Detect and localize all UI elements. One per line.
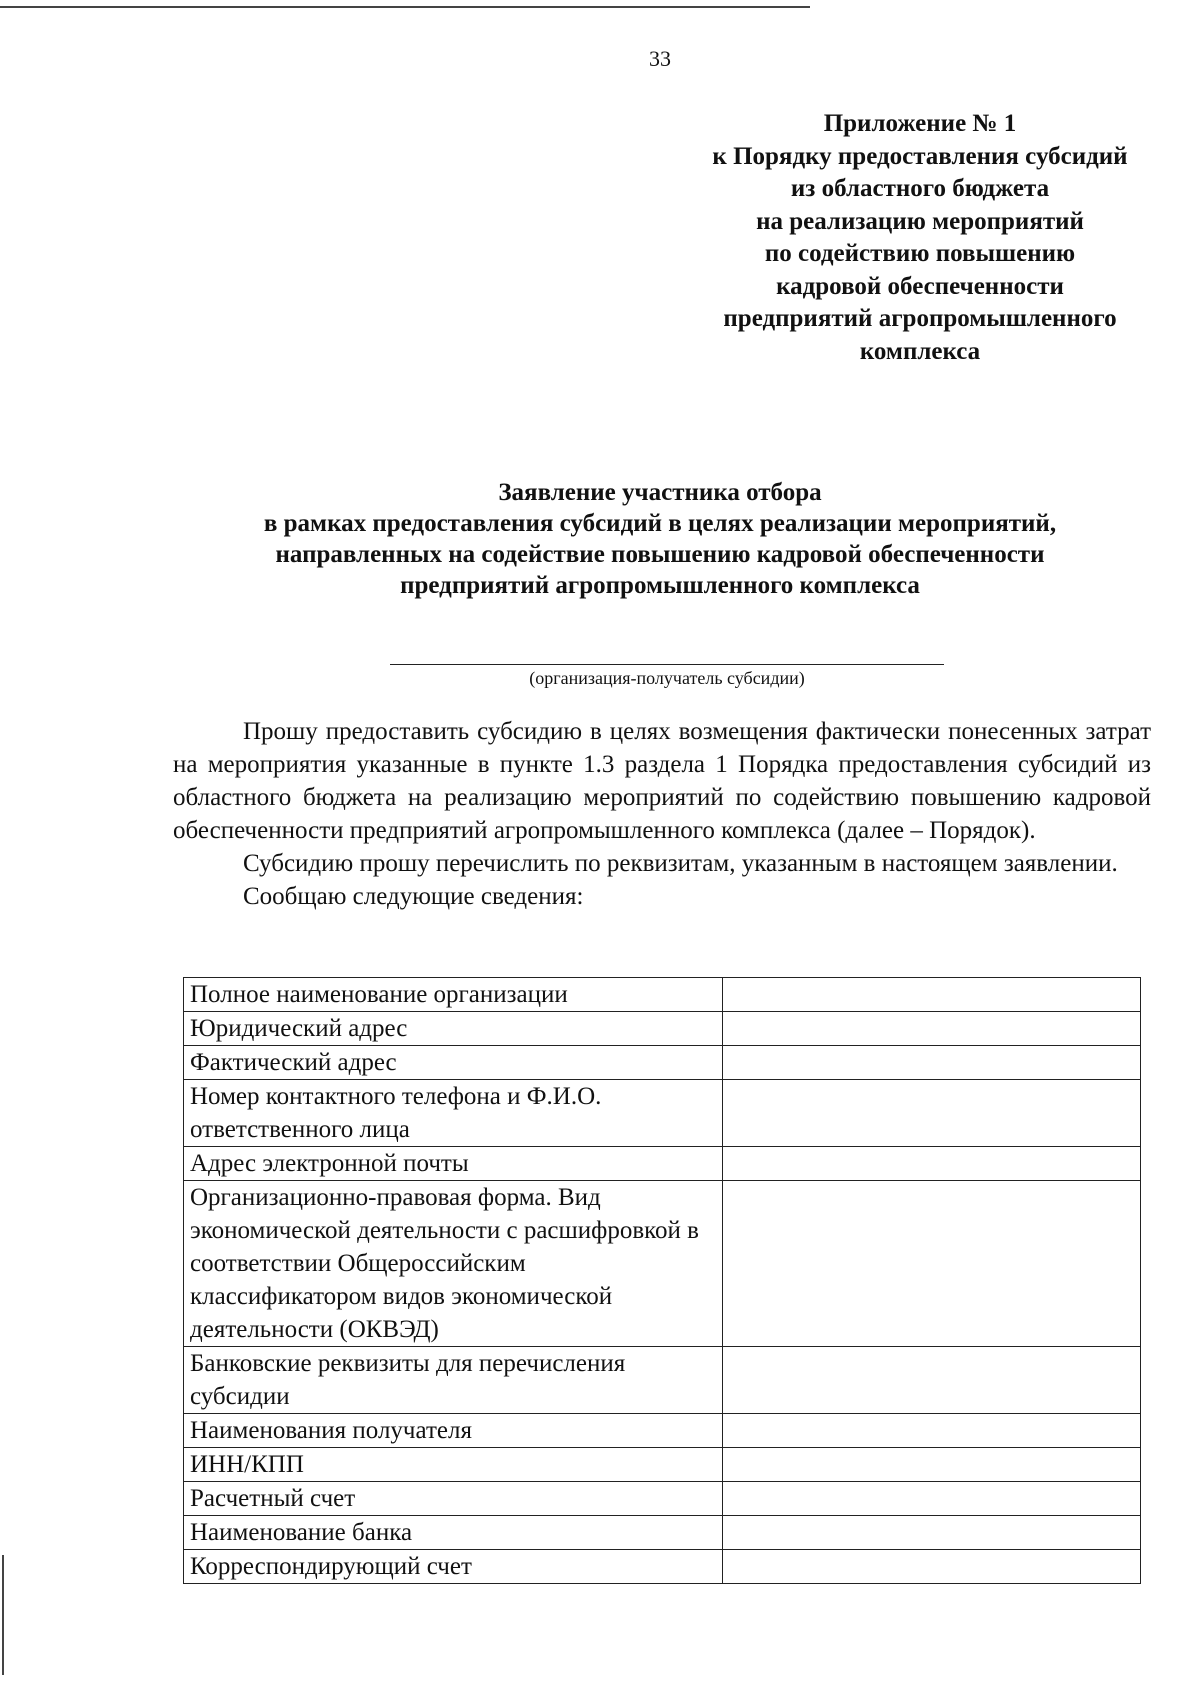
row-value-cell — [723, 1080, 1141, 1147]
row-label: ИНН/КПП — [184, 1448, 723, 1482]
request-paragraph: Прошу предоставить субсидию в целях возмещения фактически понесенных затрат на мероприятия указанные в пункте 1.3 раздела 1 Порядка предоставления субсидий из областного бюджета на реализацию мероприятий по содействию повышению кадровой обеспеченности предприятий агропромышленного комплекса (далее – Порядок). — [173, 718, 1151, 844]
row-label: Организационно-правовая форма. Вид экономической деятельности с расшифровкой в соответствии Общероссийским классификатором видов экономической деятельности (ОКВЭД) — [184, 1181, 723, 1347]
appendix-line: Приложение № 1 — [823, 110, 1017, 137]
row-label: Банковские реквизиты для перечисления субсидии — [184, 1347, 723, 1414]
table-row — [184, 1181, 1141, 1347]
scan-edge-left — [2, 1555, 4, 1675]
document-title — [170, 477, 1150, 601]
table-row — [184, 1147, 1141, 1181]
appendix-line: к Порядку предоставления субсидий — [712, 142, 1128, 170]
row-value-cell — [723, 1482, 1141, 1516]
row-label: Номер контактного телефона и Ф.И.О. ответственного лица — [184, 1080, 723, 1147]
table-intro: Сообщаю следующие сведения: — [243, 883, 584, 910]
organization-caption: (организация-получатель субсидии) — [529, 668, 805, 688]
application-body — [173, 715, 1151, 913]
title-line: направленных на содействие повышению кадровой обеспеченности — [275, 541, 1045, 568]
appendix-line: из областного бюджета — [790, 175, 1050, 202]
appendix-line: предприятий агропромышленного — [723, 305, 1117, 332]
table-row — [184, 1550, 1141, 1584]
appendix-header — [680, 108, 1160, 368]
table-row — [184, 1046, 1141, 1080]
row-label: Корреспондирующий счет — [184, 1550, 723, 1584]
row-label: Полное наименование организации — [184, 978, 723, 1012]
table-row — [184, 1448, 1141, 1482]
row-value-cell — [723, 1347, 1141, 1414]
row-value-cell — [723, 1181, 1141, 1347]
appendix-line: на реализацию мероприятий — [756, 207, 1084, 235]
row-value-cell — [723, 978, 1141, 1012]
appendix-line: кадровой обеспеченности — [776, 272, 1064, 300]
row-value-cell — [723, 1012, 1141, 1046]
row-label: Наименование банка — [184, 1516, 723, 1550]
transfer-paragraph: Субсидию прошу перечислить по реквизитам, указанным в настоящем заявлении. — [243, 850, 1118, 877]
title-line: предприятий агропромышленного комплекса — [400, 572, 920, 599]
table-row — [184, 978, 1141, 1012]
page-number: 33 — [649, 46, 671, 71]
row-value-cell — [723, 1550, 1141, 1584]
table-row — [184, 1414, 1141, 1448]
table-row — [184, 1012, 1141, 1046]
title-line: в рамках предоставления субсидий в целях реализации мероприятий, — [263, 510, 1057, 537]
row-label: Наименования получателя — [184, 1414, 723, 1448]
row-label: Расчетный счет — [184, 1482, 723, 1516]
row-value-cell — [723, 1448, 1141, 1482]
table-row — [184, 1516, 1141, 1550]
row-label: Юридический адрес — [184, 1012, 723, 1046]
organization-blank-line — [390, 664, 944, 665]
row-value-cell — [723, 1046, 1141, 1080]
appendix-line: комплекса — [859, 337, 981, 365]
appendix-line: по содействию повышению — [764, 240, 1076, 267]
row-value-cell — [723, 1147, 1141, 1181]
row-label: Фактический адрес — [184, 1046, 723, 1080]
table-row — [184, 1080, 1141, 1147]
title-line: Заявление участника отбора — [498, 479, 822, 506]
row-value-cell — [723, 1414, 1141, 1448]
row-label: Адрес электронной почты — [184, 1147, 723, 1181]
organization-info-table — [183, 977, 1141, 1584]
table-row — [184, 1347, 1141, 1414]
row-value-cell — [723, 1516, 1141, 1550]
table-row — [184, 1482, 1141, 1516]
scan-edge-top — [0, 6, 810, 8]
